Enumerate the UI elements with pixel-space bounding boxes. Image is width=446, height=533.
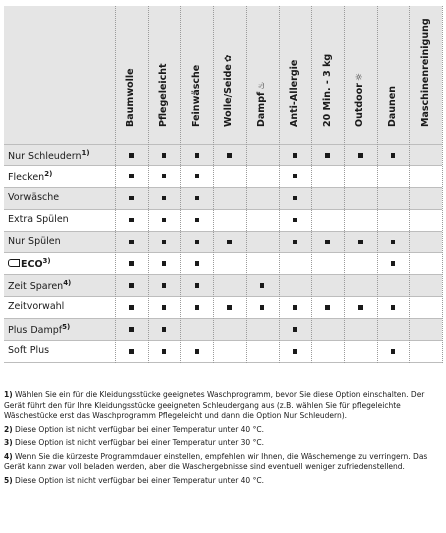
compatibility-mark (391, 153, 396, 158)
compatibility-mark (195, 261, 200, 266)
row-label-text: Plus Dampf (8, 325, 63, 337)
footnote-number: 3) (4, 438, 13, 447)
column-header (180, 6, 213, 144)
column-divider (442, 6, 443, 363)
row-label-text: Extra Spülen (8, 213, 69, 225)
column-divider (377, 6, 378, 363)
row-label (8, 214, 69, 225)
row-label-text: Nur Spülen (8, 235, 61, 247)
compatibility-mark (325, 240, 330, 245)
compatibility-mark (129, 327, 134, 332)
row-label (8, 301, 64, 312)
footnote (4, 452, 442, 473)
row-label (8, 170, 52, 183)
compatibility-mark (227, 305, 232, 310)
column-label-text: Daunen (386, 85, 398, 127)
column-divider (246, 6, 247, 363)
compatibility-mark (162, 349, 167, 354)
footnote-ref: 4) (63, 279, 72, 288)
column-label-text: Baumwolle (125, 68, 137, 127)
row-label (8, 236, 61, 247)
compatibility-mark (293, 349, 298, 354)
column-label-text: Feinwäsche (190, 64, 202, 127)
compatibility-mark (293, 240, 298, 245)
compatibility-mark (162, 283, 167, 288)
column-header-label (387, 86, 398, 127)
compatibility-mark (195, 153, 200, 158)
column-divider (180, 6, 181, 363)
compatibility-mark (227, 153, 232, 158)
row-label (8, 257, 51, 270)
row-label (8, 345, 49, 356)
compatibility-mark (129, 196, 134, 201)
footnote-ref: 3) (42, 257, 51, 266)
compatibility-mark (129, 240, 134, 245)
row-label-text: ECO (21, 259, 43, 271)
footnote-text: Diese Option ist nicht verfügbar bei einer Temperatur unter 40 °C. (15, 424, 264, 434)
compatibility-mark (195, 218, 200, 223)
column-divider (213, 6, 214, 363)
column-header (409, 6, 442, 144)
compatibility-mark (129, 174, 134, 179)
column-header (279, 6, 312, 144)
compatibility-mark (129, 153, 134, 158)
column-header (311, 6, 344, 144)
compatibility-mark (129, 349, 134, 354)
compatibility-mark (162, 261, 167, 266)
row-label-text: Zeitvorwahl (8, 301, 65, 313)
column-label-text: 20 Min. - 3 kg (321, 53, 333, 127)
compatibility-mark (162, 240, 167, 245)
row-label-text: Vorwäsche (8, 191, 60, 203)
compatibility-mark (129, 261, 134, 266)
column-header-label (289, 60, 300, 127)
compatibility-mark (195, 305, 200, 310)
compatibility-mark (391, 305, 396, 310)
column-header-label (354, 73, 365, 127)
compatibility-mark (260, 283, 265, 288)
compatibility-mark (293, 305, 298, 310)
compatibility-mark (162, 153, 167, 158)
column-header (246, 6, 279, 144)
compatibility-mark (293, 196, 298, 201)
column-label-text: Outdoor (354, 83, 366, 127)
footnote (4, 425, 442, 436)
footnote-ref: 5) (62, 323, 71, 332)
column-label-text: Maschinenreinigung (419, 18, 431, 127)
compatibility-mark (195, 174, 200, 179)
footnote (4, 390, 442, 422)
footnotes (4, 390, 442, 489)
footnote-number: 4) (4, 451, 13, 461)
column-header-label (125, 68, 136, 127)
column-label-text: Dampf (256, 91, 268, 127)
column-divider (115, 6, 116, 363)
row-label (8, 279, 71, 292)
footnote (4, 476, 442, 487)
row-label (8, 323, 70, 336)
eco-icon (8, 259, 20, 267)
compatibility-mark (162, 174, 167, 179)
compatibility-mark (129, 218, 134, 223)
compatibility-mark (195, 349, 200, 354)
column-header (377, 6, 410, 144)
row-label-text: Flecken (8, 172, 45, 184)
column-divider (409, 6, 410, 363)
compatibility-mark (358, 305, 363, 310)
column-header-label (256, 82, 267, 127)
compatibility-mark (162, 196, 167, 201)
row-label (8, 192, 59, 203)
footnote-number: 2) (4, 424, 13, 434)
compatibility-mark (260, 305, 265, 310)
column-header (148, 6, 181, 144)
compatibility-mark (325, 305, 330, 310)
column-label-text: Pflegeleicht (158, 63, 170, 127)
compatibility-mark (195, 196, 200, 201)
column-header-label (223, 55, 234, 127)
footnote-text: Diese Option ist nicht verfügbar bei einer Temperatur unter 40 °C. (15, 475, 264, 485)
steam-icon: ♨ (257, 81, 268, 90)
options-table (4, 6, 442, 363)
compatibility-mark (195, 283, 200, 288)
compatibility-mark (391, 349, 396, 354)
compatibility-mark (129, 305, 134, 310)
row-label-text: Soft Plus (8, 345, 50, 357)
column-header (344, 6, 377, 144)
compatibility-mark (325, 153, 330, 158)
compatibility-mark (129, 283, 134, 288)
footnote (4, 438, 442, 449)
footnote-ref: 1) (81, 149, 90, 157)
compatibility-mark (162, 305, 167, 310)
footnote-number: 1) (4, 390, 13, 399)
column-label-text: Wolle/Seide (223, 64, 235, 127)
column-header-label (191, 65, 202, 127)
row-label-text: Zeit Sparen (8, 281, 64, 293)
compatibility-mark (358, 240, 363, 245)
column-label-text: Anti-Allergie (288, 59, 300, 127)
wool-icon: ✿ (224, 54, 235, 63)
column-header (115, 6, 148, 144)
compatibility-mark (293, 218, 298, 223)
compatibility-mark (227, 240, 232, 245)
outdoor-icon: ☼ (355, 73, 366, 82)
footnote-ref: 2) (44, 169, 53, 178)
footnote-number: 5) (4, 475, 13, 485)
row-label-text: Nur Schleudern (8, 151, 82, 163)
column-divider (344, 6, 345, 363)
column-divider (311, 6, 312, 363)
compatibility-mark (162, 327, 167, 332)
column-divider (148, 6, 149, 363)
compatibility-mark (358, 153, 363, 158)
compatibility-mark (293, 174, 298, 179)
compatibility-mark (391, 240, 396, 245)
footnote-text: Wählen Sie ein für die Kleidungsstücke geeignetes Waschprogramm, bevor Sie diese Option einschalten. Der Gerät führt den für Ihre Kleidungsstücke geeigneten Schleudergang aus (z.B. wählen Sie für pflegeleichte Wäschestücke erst das Waschprogramm Pflegeleicht und dann die Option Nur Schleudern). (4, 390, 425, 420)
footnote-text: Diese Option ist nicht verfügbar bei einer Temperatur unter 30 °C. (15, 438, 264, 447)
row-label (8, 149, 90, 162)
column-header-label (420, 18, 431, 127)
column-header-label (322, 54, 333, 127)
footnote-text: Wenn Sie die kürzeste Programmdauer einstellen, empfehlen wir Ihnen, die Wäschemenge zu verringern. Das Gerät kann zwar voll beladen werden, aber die Waschergebnisse sind eventuell weniger zufriedenstellend. (4, 451, 428, 471)
column-divider (279, 6, 280, 363)
column-header (213, 6, 246, 144)
compatibility-mark (293, 153, 298, 158)
column-header-label (158, 63, 169, 127)
compatibility-mark (162, 218, 167, 223)
compatibility-mark (391, 261, 396, 266)
compatibility-mark (195, 240, 200, 245)
compatibility-mark (293, 327, 298, 332)
